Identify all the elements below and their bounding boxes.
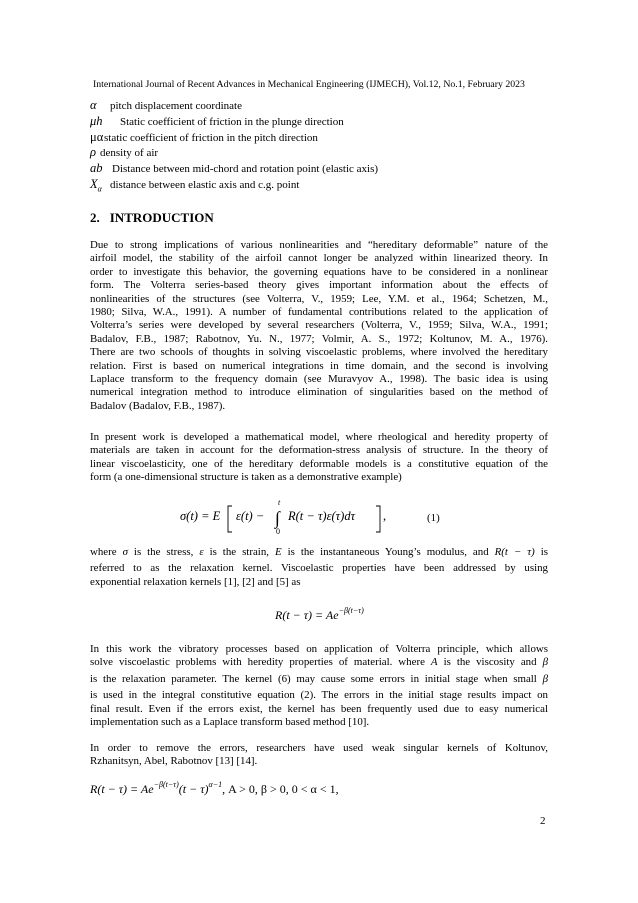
text-line: In this work the vibratory processes based on application of Volterra principle, which allows <box>90 643 548 655</box>
text-line: Due to strong implications of various nonlinearities and “hereditary deformable” nature of the <box>90 239 548 251</box>
nomenclature-item <box>90 145 158 160</box>
nomenclature-text: pitch displacement coordinate <box>110 100 242 112</box>
kernel-exponent: −β(t−τ) <box>338 606 364 615</box>
equation-1-strain: ε(t) − <box>236 509 265 523</box>
equation-1-comma: , <box>383 509 387 523</box>
text-line: is used in the integral constitutive equation (2). The errors in the initial stage results impact on <box>90 689 548 702</box>
text-line: Volterra’s series were developed by several researchers (Volterra, V., 1959; Silva, W.A., 1991; <box>90 319 548 332</box>
nomenclature-symbol: μh <box>90 114 103 128</box>
paragraph-singular <box>90 742 548 769</box>
nomenclature-text: Static coefficient of friction in the plunge direction <box>120 116 344 128</box>
text-fragment: is the relaxation parameter. The kernel (6) may cause some errors in initial stage when small <box>90 672 537 685</box>
equation-number: (1) <box>427 512 440 524</box>
text-fragment: is the strain, <box>209 546 269 558</box>
inline-symbol: σ <box>122 546 128 558</box>
text-line: In present work is developed a mathematical model, where rheological and heredity property of <box>90 431 548 443</box>
nomenclature-symbol: α <box>90 98 97 112</box>
text-line: airfoil model, the stability of the airfoil cannot longer be analyzed within linearized theory. In <box>90 252 548 265</box>
kernel-factor: (t − τ) <box>178 782 209 796</box>
nomenclature-text: Distance between mid-chord and rotation point (elastic axis) <box>112 163 379 175</box>
text-line: referred to as the relaxation kernel. Viscoelastic properties have been addressed by using <box>90 562 548 575</box>
nomenclature-text: density of air <box>100 147 159 159</box>
text-line <box>90 546 548 559</box>
text-line: final result. Even if the errors exist, the kernel has been frequently used due to easy numerical <box>90 702 548 715</box>
text-line: exponential relaxation kernels [1], [2] and [5] as <box>90 575 301 588</box>
inline-symbol: E <box>274 546 282 558</box>
equation-exponential-kernel <box>275 606 364 623</box>
text-line: form (a one-dimensional structure is taken as a demonstrative example) <box>90 471 402 484</box>
text-line: There are two schools of thoughts in solving viscoelastic problems, where involved the hereditary <box>90 346 548 359</box>
nomenclature-text: static coefficient of friction in the pitch direction <box>104 132 318 144</box>
nomenclature-symbol: μα <box>90 130 104 144</box>
text-line <box>90 656 548 669</box>
running-head: International Journal of Recent Advances in Mechanical Engineering (IJMECH), Vol.12, No.1, February 2023 <box>93 79 525 90</box>
inline-symbol: A <box>430 656 438 669</box>
text-fragment: is the stress, <box>133 546 194 558</box>
text-fragment: is the viscosity and <box>443 656 537 669</box>
text-fragment: is the instantaneous Young’s modulus, and <box>287 546 489 558</box>
paragraph-kernel <box>90 546 548 589</box>
inline-symbol: β <box>542 672 548 685</box>
nomenclature-item <box>90 130 318 145</box>
nomenclature-item <box>90 161 378 176</box>
text-line: Badalov, F.B., 1987; Rabotnov, Yu. N., 1977; Volmir, A. S., 1972; Koltunov, M. A., 1976). <box>90 332 548 345</box>
nomenclature-item <box>90 114 344 129</box>
page-number: 2 <box>540 815 546 827</box>
nomenclature-symbol: ρ <box>90 145 96 159</box>
text-line: Badalov (Badalov, F.B., 1987). <box>90 399 226 412</box>
text-line: Laplace transform to the frequency domain (see Muravyov A., 1998). The basic idea is using <box>90 373 548 386</box>
equation-left-bracket <box>228 506 232 532</box>
equation-1-graphic <box>180 492 420 538</box>
text-line: implementation such as a Laplace transform based method [10]. <box>90 716 370 729</box>
kernel-exponent-2: α−1 <box>208 780 223 789</box>
equation-right-bracket <box>376 506 380 532</box>
text-line: 1980; Silva, W.A., 1991). A number of fundamental contributions related to the application of <box>90 306 548 319</box>
inline-symbol: ε <box>199 546 204 558</box>
paragraph-volterra <box>90 643 548 729</box>
kernel-conditions: , A > 0, β > 0, 0 < α < 1, <box>222 782 339 796</box>
text-line: order to investigate this behavior, the governing equations have to be considered in a nonlinear <box>90 265 548 278</box>
text-line: nonlinearities of the structures (see Volterra, V., 1959; Lee, Y.M. et al., 1964; Schetzen, M., <box>90 292 548 305</box>
text-line: linear viscoelasticity, one of the hereditary deformable models is a constitutive equation of the <box>90 457 548 470</box>
section-heading <box>90 210 214 226</box>
kernel-expression: R(t − τ) = Ae <box>275 608 339 622</box>
equation-1-integrand: R(t − τ)ε(τ)dτ <box>288 509 356 523</box>
text-fragment: is <box>540 546 548 558</box>
kernel-exponent: −β(t−τ) <box>153 780 179 789</box>
integral-sign: ∫ <box>275 508 280 528</box>
equation-1-lhs: σ(t) = E <box>180 509 221 523</box>
text-fragment: solve viscoelastic problems with heredity properties of material. where <box>90 656 425 669</box>
nomenclature-symbol: ab <box>90 161 103 175</box>
text-line: Rzhanitsyn, Abel, Rabotnov [13] [14]. <box>90 755 258 768</box>
text-line: numerical integration method to introduce elimination of singularities based on the method of <box>90 386 548 399</box>
text-line: relation. First is based on numerical integrations in time domain, and the second is involving <box>90 359 548 372</box>
paragraph-intro <box>90 239 548 413</box>
inline-symbol: R(t − τ) <box>494 546 535 558</box>
inline-symbol: β <box>542 656 548 669</box>
integral-upper: t <box>278 498 281 507</box>
section-number: 2. <box>90 210 100 225</box>
nomenclature-text: distance between elastic axis and c.g. point <box>110 179 300 191</box>
text-line: form. The Volterra series-based theory gives important information about the effects of <box>90 279 548 292</box>
integral-lower: 0 <box>276 527 280 536</box>
text-line: In order to remove the errors, researchers have used weak singular kernels of Koltunov, <box>90 742 548 754</box>
nomenclature-item <box>90 177 299 194</box>
section-title: INTRODUCTION <box>109 210 214 225</box>
kernel-expression: R(t − τ) = Ae <box>90 782 154 796</box>
nomenclature-symbol: X <box>90 177 98 191</box>
text-line <box>90 673 548 686</box>
nomenclature-item <box>90 98 242 113</box>
nomenclature-subscript: α <box>97 184 102 194</box>
text-line: materials are taken in account for the deformation-stress analysis of structure. In the theory of <box>90 444 548 457</box>
equation-singular-kernel <box>90 780 339 797</box>
text-fragment: where <box>90 546 117 558</box>
paragraph-model <box>90 431 548 485</box>
